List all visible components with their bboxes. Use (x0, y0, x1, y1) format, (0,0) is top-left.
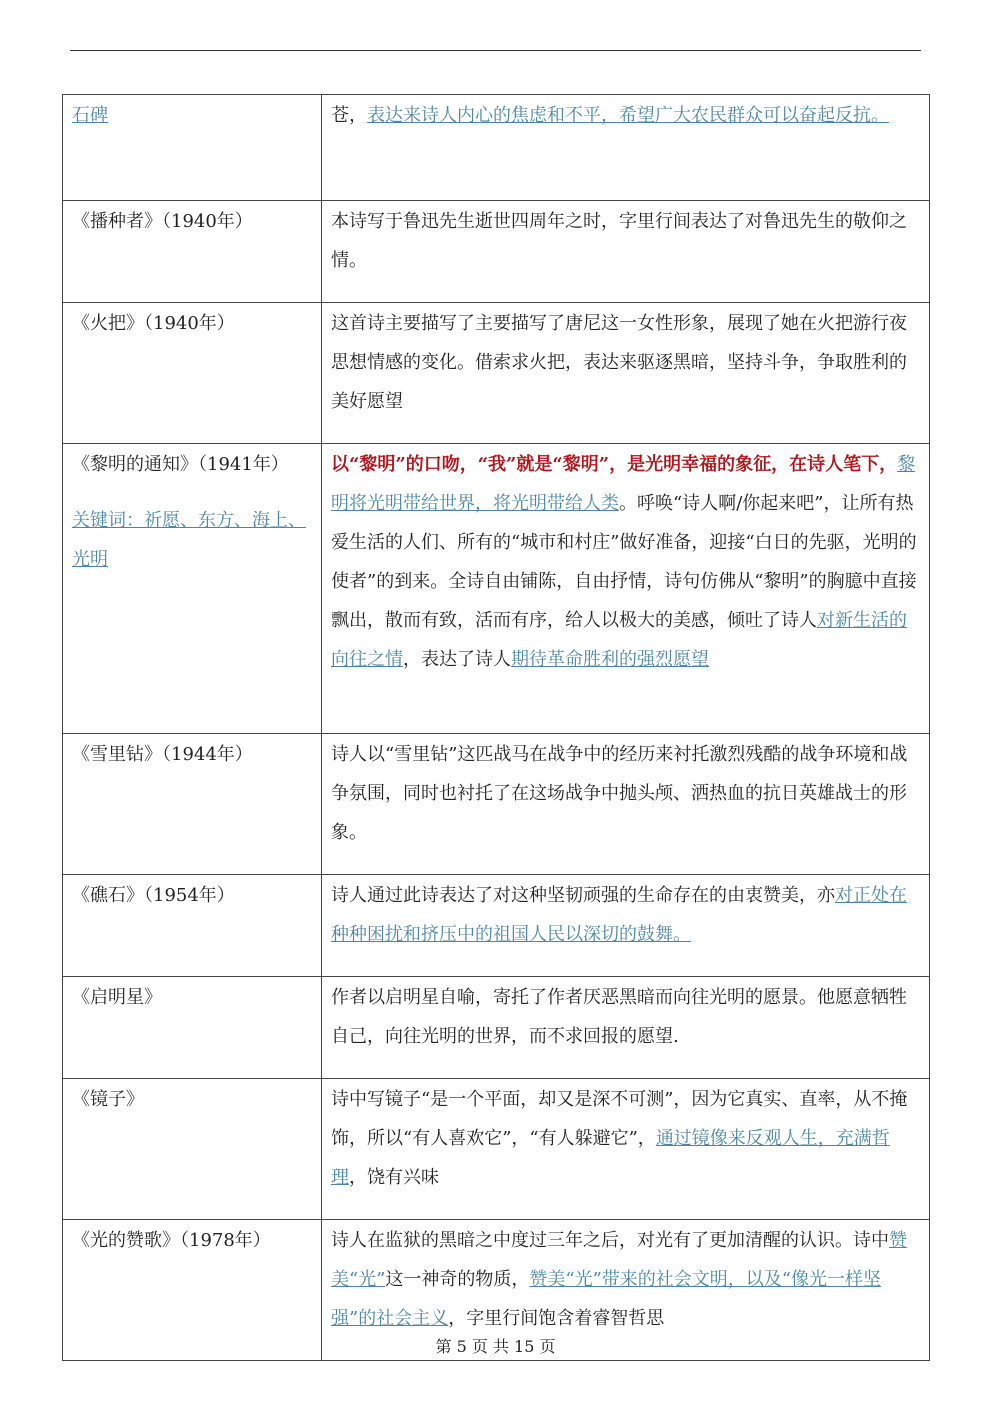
description-text: 诗人以“雪里钻”这匹战马在战争中的经历来衬托激烈残酷的战争环境和战争氛围，同时也衬托了在这场战争中抛头颅、洒热血的抗日英雄战士的形象。 (331, 744, 908, 843)
description-text: ，饶有兴味 (349, 1167, 439, 1188)
table-row (63, 1079, 930, 1220)
underlined-key-point: 通过镜像来反观人生，充满哲理 (331, 1128, 890, 1188)
bold-red-key-point: 以“黎明”的口吻，“我”就是“黎明”，是光明幸福的象征，在诗人笔下， (331, 454, 898, 475)
poem-description-cell (322, 977, 930, 1079)
poem-title-cell (63, 1079, 322, 1220)
description-text: 这一神奇的物质， (385, 1269, 530, 1290)
table-row (63, 734, 930, 875)
title-text: 《黎明的通知》（1941年） (72, 454, 289, 475)
poem-description-cell (322, 201, 930, 303)
table-row (63, 303, 930, 444)
header-rule (70, 50, 921, 51)
highlight-text: 石碑 (72, 105, 108, 126)
poem-title-cell (63, 444, 322, 734)
description-text: 这首诗主要描写了主要描写了唐尼这一女性形象，展现了她在火把游行夜思想情感的变化。借索求火把，表达来驱逐黑暗，坚持斗争，争取胜利的美好愿望 (331, 313, 907, 412)
title-text: 《镜子》 (72, 1089, 144, 1110)
table-row (63, 977, 930, 1079)
table-row (63, 444, 930, 734)
poem-title-cell (63, 734, 322, 875)
table-row (63, 201, 930, 303)
description-text: 。呼唤“诗人啊/你起来吧”，让所有热爱生活的人们、所有的“城市和村庄”做好准备，迎接“白日的先驱，光明的使者”的到来。全诗自由铺陈，自由抒情，诗句仿佛从“黎明”的胸臆中直接飘出，散而有致，活而有序，给人以极大的美感，倾吐了诗人 (331, 493, 917, 631)
poem-title-cell (63, 977, 322, 1079)
title-text: 《礁石》（1954年） (72, 885, 235, 906)
title-text: 《雪里钻》（1944年） (72, 744, 253, 765)
underlined-key-point: 期待革命胜利的强烈愿望 (511, 649, 709, 670)
title-paragraph (72, 202, 312, 241)
description-text: 诗人通过此诗表达了对这种坚韧顽强的生命存在的由衷赞美，亦 (331, 885, 835, 906)
poem-title-cell (63, 201, 322, 303)
poem-title-cell (63, 95, 322, 201)
description-text: 作者以启明星自喻，寄托了作者厌恶黑暗而向往光明的愿景。他愿意牺牲自己，向往光明的世界，而不求回报的愿望. (331, 987, 907, 1047)
underlined-key-point: 表达来诗人内心的焦虑和不平，希望广大农民群众可以奋起反抗。 (367, 105, 889, 126)
title-paragraph (72, 501, 312, 579)
title-paragraph (72, 876, 312, 915)
poem-description-cell (322, 734, 930, 875)
poem-description-cell (322, 303, 930, 444)
poem-title-cell (63, 875, 322, 977)
description-text: ，表达了诗人 (403, 649, 511, 670)
poem-description-cell (322, 95, 930, 201)
poem-title-cell (63, 303, 322, 444)
underlined-key-point: 对正处在种种困扰和挤压中的祖国人民以深切的鼓舞。 (331, 885, 907, 945)
title-paragraph (72, 96, 312, 135)
title-paragraph (72, 735, 312, 774)
description-text: ，字里行间饱含着睿智哲思 (448, 1308, 665, 1329)
description-text: 诗中写镜子“是一个平面，却又是深不可测”，因为它真实、直率，从不掩饰，所以“有人喜欢它”，“有人躲避它”， (331, 1089, 908, 1149)
description-text: 本诗写于鲁迅先生逝世四周年之时，字里行间表达了对鲁迅先生的敬仰之情。 (331, 211, 907, 271)
poem-description-cell (322, 875, 930, 977)
poem-description-cell (322, 1079, 930, 1220)
title-paragraph (72, 1221, 312, 1260)
title-text: 《光的赞歌》（1978年） (72, 1230, 271, 1251)
poem-description-cell (322, 444, 930, 734)
underlined-key-point: 赞美“光” (331, 1230, 907, 1290)
underlined-key-point: 赞美“光”带来的社会文明，以及“像光一样坚强”的社会主义 (331, 1269, 882, 1329)
title-paragraph (72, 978, 312, 1017)
title-paragraph (72, 445, 312, 484)
table-row (63, 875, 930, 977)
title-paragraph (72, 1080, 312, 1119)
title-text: 《播种者》（1940年） (72, 211, 253, 232)
page-footer: 第 5 页 共 15 页 (435, 1337, 556, 1356)
underlined-key-point: 对新生活的向往之情 (331, 610, 907, 670)
underlined-key-point: 黎明将光明带给世界，将光明带给人类 (331, 454, 916, 514)
title-paragraph (72, 304, 312, 343)
poem-table (62, 94, 930, 1361)
table-row (63, 95, 930, 201)
highlight-text: 关键词：祈愿、东方、海上、光明 (72, 510, 306, 570)
description-text: 苍， (331, 105, 367, 126)
title-text: 《火把》（1940年） (72, 313, 235, 334)
description-text: 诗人在监狱的黑暗之中度过三年之后，对光有了更加清醒的认识。诗中 (331, 1230, 889, 1251)
title-text: 《启明星》 (72, 987, 162, 1008)
